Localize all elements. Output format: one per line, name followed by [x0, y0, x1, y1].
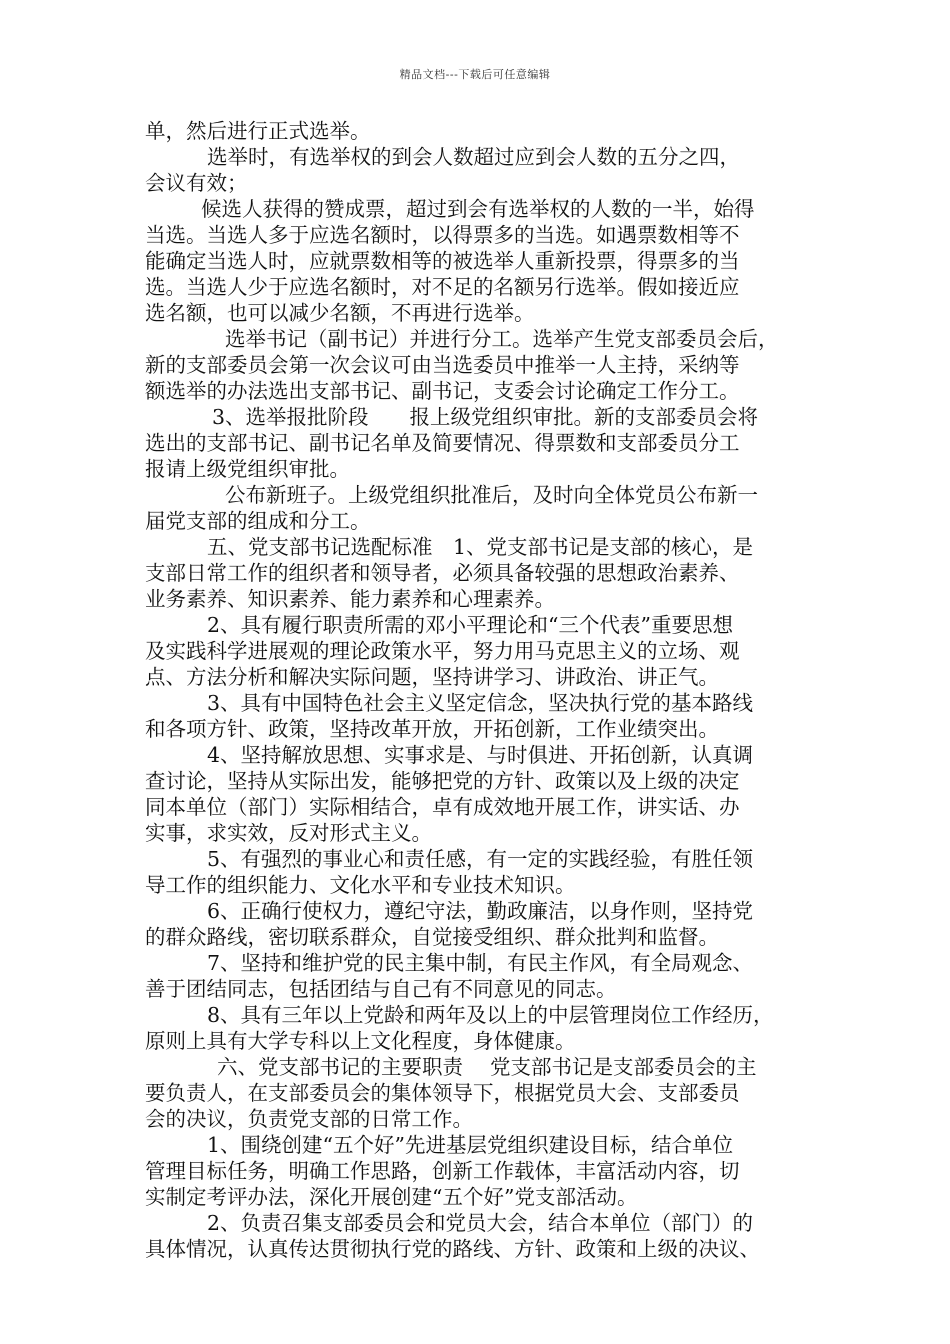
text-line: 2、负责召集支部委员会和党员大会，结合本单位（部门）的 [207, 1211, 754, 1235]
text-line: 导工作的组织能力、文化水平和专业技术知识。 [145, 873, 576, 897]
text-line: 五、党支部书记选配标准 1、党支部书记是支部的核心，是 [207, 535, 754, 559]
text-line: 选出的支部书记、副书记名单及简要情况、得票数和支部委员分工 [145, 431, 740, 455]
text-line: 及实践科学进展观的理论政策水平，努力用马克思主义的立场、观 [145, 639, 740, 663]
text-line: 3、选举报批阶段 报上级党组织审批。新的支部委员会将 [212, 405, 759, 429]
text-line: 会议有效； [145, 171, 248, 195]
text-line: 额选举的办法选出支部书记、副书记，支委会讨论确定工作分工。 [145, 379, 740, 403]
text-line: 查讨论，坚持从实际出发，能够把党的方针、政策以及上级的决定 [145, 769, 740, 793]
text-line: 点、方法分析和解决实际问题，坚持讲学习、讲政治、讲正气。 [145, 665, 719, 689]
text-line: 要负责人，在支部委员会的集体领导下，根据党员大会、支部委员 [145, 1081, 740, 1105]
text-line: 业务素养、知识素养、能力素养和心理素养。 [145, 587, 555, 611]
text-line: 支部日常工作的组织者和领导者，必须具备较强的思想政治素养、 [145, 561, 740, 585]
page-header: 精品文档---下载后可任意编辑 [399, 68, 551, 81]
text-line: 具体情况，认真传达贯彻执行党的路线、方针、政策和上级的决议、 [145, 1237, 760, 1261]
text-line: 当选。当选人多于应选名额时，以得票多的当选。如遇票数相等不 [145, 223, 740, 247]
text-line: 7、坚持和维护党的民主集中制，有民主作风，有全局观念、 [207, 951, 754, 975]
text-line: 六、党支部书记的主要职责 党支部书记是支部委员会的主 [217, 1055, 757, 1079]
text-line: 4、坚持解放思想、实事求是、与时俱进、开拓创新，认真调 [207, 743, 754, 767]
text-line: 1、围绕创建“五个好”先进基层党组织建设目标，结合单位 [207, 1133, 734, 1157]
text-line: 选。当选人少于应选名额时，对不足的名额另行选举。假如接近应 [145, 275, 740, 299]
text-line: 2、具有履行职责所需的邓小平理论和“三个代表”重要思想 [207, 613, 734, 637]
text-line: 能确定当选人时，应就票数相等的被选举人重新投票，得票多的当 [145, 249, 740, 273]
text-line: 新的支部委员会第一次会议可由当选委员中推举一人主持，采纳等 [145, 353, 740, 377]
text-line: 选名额，也可以减少名额，不再进行选举。 [145, 301, 535, 325]
text-line: 单，然后进行正式选举。 [145, 119, 371, 143]
text-line: 报请上级党组织审批。 [145, 457, 350, 481]
text-line: 实制定考评办法，深化开展创建“五个好”党支部活动。 [145, 1185, 638, 1209]
text-line: 和各项方针、政策，坚持改革开放，开拓创新，工作业绩突出。 [145, 717, 719, 741]
text-line: 选举时，有选举权的到会人数超过应到会人数的五分之四， [207, 145, 740, 169]
text-line: 8、具有三年以上党龄和两年及以上的中层管理岗位工作经历， [207, 1003, 774, 1027]
text-line: 6、正确行使权力，遵纪守法，勤政廉洁，以身作则，坚持党 [207, 899, 754, 923]
text-line: 选举书记（副书记）并进行分工。选举产生党支部委员会后， [225, 327, 779, 351]
text-line: 会的决议，负责党支部的日常工作。 [145, 1107, 473, 1131]
text-line: 管理目标任务，明确工作思路，创新工作载体，丰富活动内容，切 [145, 1159, 740, 1183]
text-line: 原则上具有大学专科以上文化程度，身体健康。 [145, 1029, 576, 1053]
text-line: 3、具有中国特色社会主义坚定信念，坚决执行党的基本路线 [207, 691, 754, 715]
text-line: 善于团结同志，包括团结与自己有不同意见的同志。 [145, 977, 617, 1001]
text-line: 的群众路线，密切联系群众，自觉接受组织、群众批判和监督。 [145, 925, 719, 949]
text-line: 实事，求实效，反对形式主义。 [145, 821, 432, 845]
text-line: 同本单位（部门）实际相结合，卓有成效地开展工作，讲实话、办 [145, 795, 740, 819]
document-body [145, 118, 810, 1262]
text-line: 候选人获得的赞成票，超过到会有选举权的人数的一半，始得 [201, 197, 755, 221]
text-line: 5、有强烈的事业心和责任感，有一定的实践经验，有胜任领 [207, 847, 754, 871]
text-line: 公布新班子。上级党组织批准后，及时向全体党员公布新一 [225, 483, 758, 507]
text-line: 届党支部的组成和分工。 [145, 509, 371, 533]
